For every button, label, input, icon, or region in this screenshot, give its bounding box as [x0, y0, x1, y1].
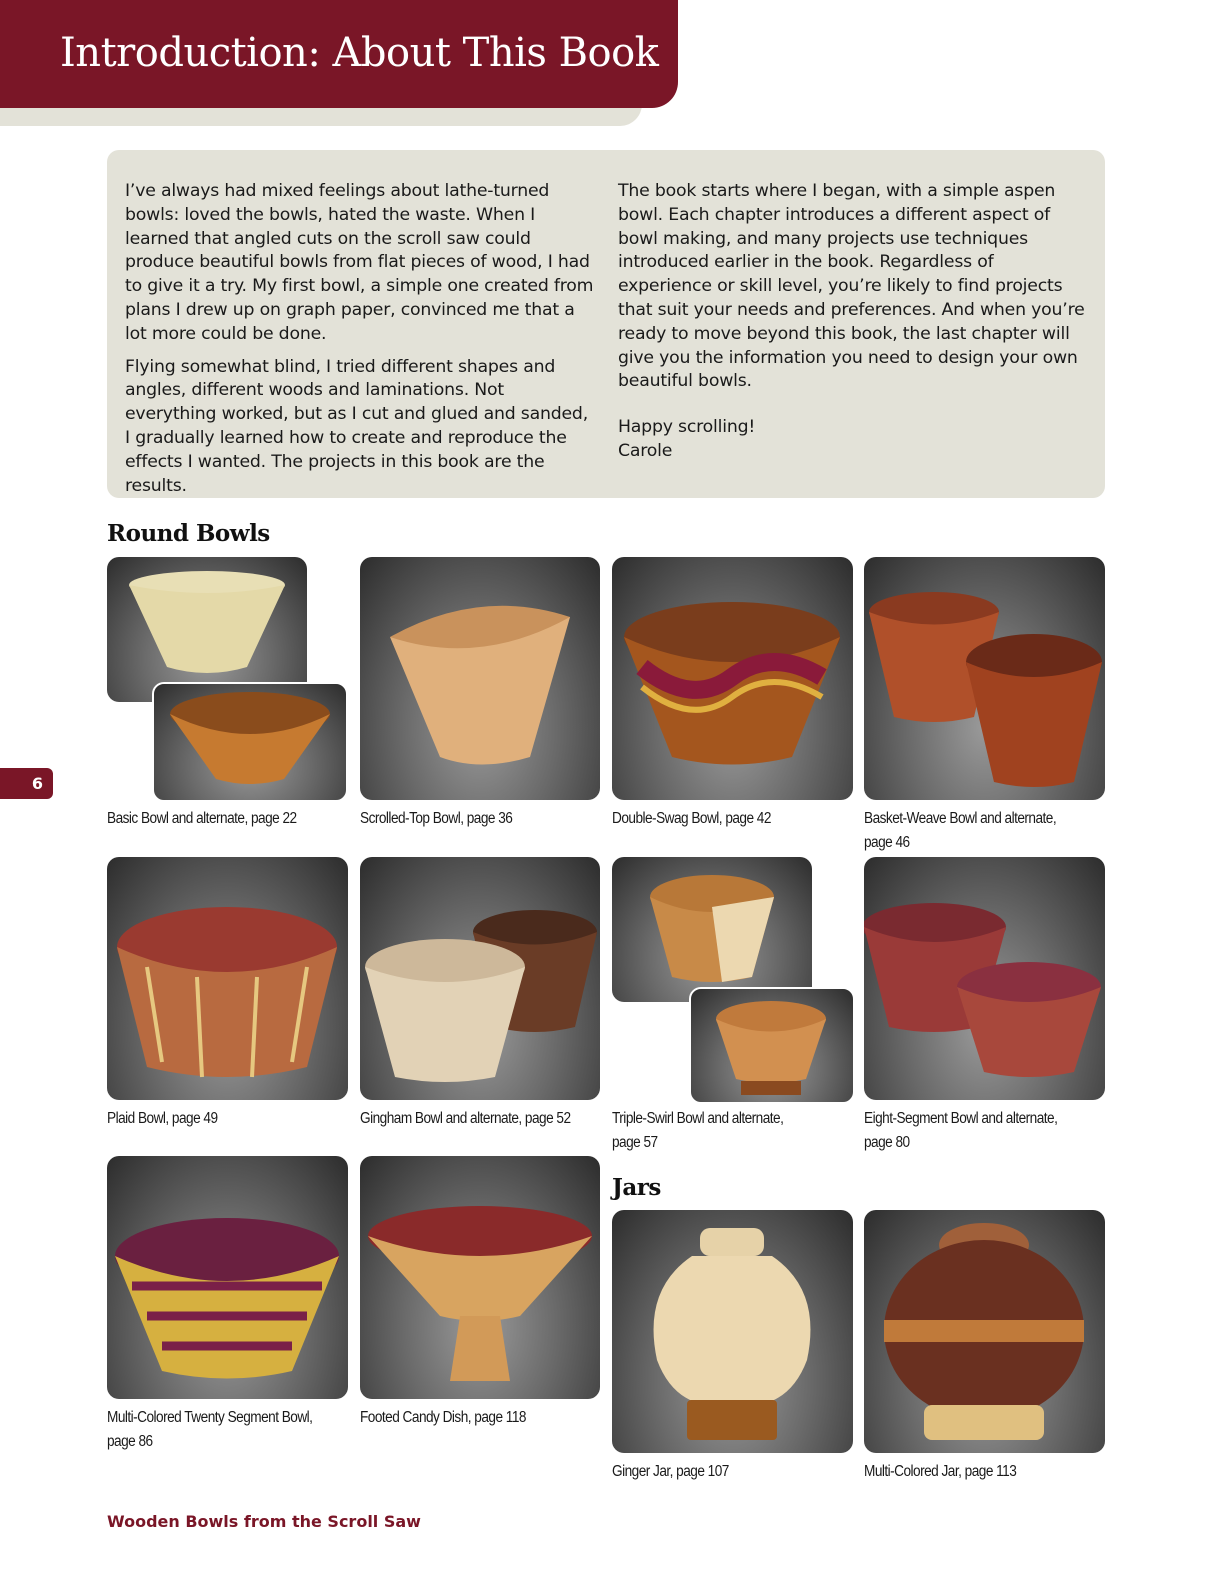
photo-triple-swirl-bowl [612, 857, 812, 1002]
bowl-illustration [360, 557, 600, 800]
photo-multi-colored-jar [864, 1210, 1105, 1453]
jar-illustration [612, 1210, 853, 1453]
photo-basket-weave-bowl [864, 557, 1105, 800]
intro-paragraph: I’ve always had mixed feelings about lathe-turned bowls: loved the bowls, hated the waste. When I learned that angled cuts on the scroll saw could produce beautiful bowls from flat pieces of wood, I had to give it a try. My first bowl, a simple one created from plans I drew up on graph paper, convinced me that a lot more could be done. [125, 181, 594, 344]
photo-ginger-jar [612, 1210, 853, 1453]
photo-plaid-bowl [107, 857, 348, 1100]
intro-panel [107, 150, 1105, 498]
bowl-illustration [360, 857, 600, 1100]
photo-eight-segment-bowl [864, 857, 1105, 1100]
intro-column-right [618, 180, 1088, 464]
bowl-illustration [154, 684, 346, 800]
signature: Carole [618, 440, 673, 461]
intro-paragraph: The book starts where I began, with a simple aspen bowl. Each chapter introduces a different aspect of bowl making, and many projects use techniques introduced earlier in the book. Regardless of experience or skill level, you’re likely to find projects that suit your needs and preferences. And when you’re ready to move beyond this book, the last chapter will give you the information you need to design your own beautiful bowls. [618, 181, 1085, 392]
page-title: Introduction: About This Book [60, 30, 659, 76]
caption-triple-swirl-bowl: Triple-Swirl Bowl and alternate, [612, 1110, 784, 1127]
caption-basket-weave-bowl: Basket-Weave Bowl and alternate, [864, 810, 1057, 827]
signoff: Happy scrolling! [618, 417, 756, 438]
bowl-illustration [864, 557, 1105, 800]
caption-basic-bowl: Basic Bowl and alternate, page 22 [107, 810, 297, 827]
caption-gingham-bowl: Gingham Bowl and alternate, page 52 [360, 1110, 571, 1127]
caption-plaid-bowl: Plaid Bowl, page 49 [107, 1110, 218, 1127]
bowl-illustration [691, 989, 853, 1102]
bowl-illustration [864, 857, 1105, 1100]
photo-footed-candy-dish [360, 1156, 600, 1399]
bowl-illustration [107, 1156, 348, 1399]
caption-footed-candy-dish: Footed Candy Dish, page 118 [360, 1409, 526, 1426]
photo-basic-bowl [107, 557, 307, 702]
caption-eight-segment-bowl-page: page 80 [864, 1134, 910, 1151]
photo-double-swag-bowl [612, 557, 853, 800]
jar-illustration [864, 1210, 1105, 1453]
caption-multi-colored-jar: Multi-Colored Jar, page 113 [864, 1463, 1017, 1480]
caption-multi-colored-twenty-segment-bowl: Multi-Colored Twenty Segment Bowl, [107, 1409, 313, 1426]
bowl-illustration [612, 857, 812, 1002]
section-heading-jars: Jars [612, 1174, 661, 1201]
photo-scrolled-top-bowl [360, 557, 600, 800]
photo-gingham-bowl [360, 857, 600, 1100]
bowl-illustration [612, 557, 853, 800]
caption-basket-weave-bowl-page: page 46 [864, 834, 910, 851]
caption-ginger-jar: Ginger Jar, page 107 [612, 1463, 729, 1480]
caption-multi-colored-twenty-segment-bowl-page: page 86 [107, 1433, 153, 1450]
intro-column-left [125, 180, 595, 507]
photo-multi-colored-twenty-segment-bowl [107, 1156, 348, 1399]
title-banner [0, 0, 678, 108]
bowl-illustration [360, 1156, 600, 1399]
caption-double-swag-bowl: Double-Swag Bowl, page 42 [612, 810, 771, 827]
caption-scrolled-top-bowl: Scrolled-Top Bowl, page 36 [360, 810, 513, 827]
caption-eight-segment-bowl: Eight-Segment Bowl and alternate, [864, 1110, 1058, 1127]
page-number: 6 [31, 774, 43, 793]
bowl-illustration [107, 857, 348, 1100]
section-heading-round-bowls: Round Bowls [107, 520, 270, 547]
caption-triple-swirl-bowl-page: page 57 [612, 1134, 658, 1151]
running-footer-book-title: Wooden Bowls from the Scroll Saw [107, 1512, 421, 1531]
page-number-tab [0, 768, 53, 799]
intro-paragraph: Flying somewhat blind, I tried different shapes and angles, different woods and laminations. Not everything worked, but as I cut and glued and sanded, I gradually learned how to create and reproduce the effects I wanted. The projects in this book are the results. [125, 356, 588, 496]
photo-basic-bowl-alternate [152, 682, 348, 802]
photo-triple-swirl-bowl-alternate [689, 987, 855, 1104]
bowl-illustration [107, 557, 307, 702]
